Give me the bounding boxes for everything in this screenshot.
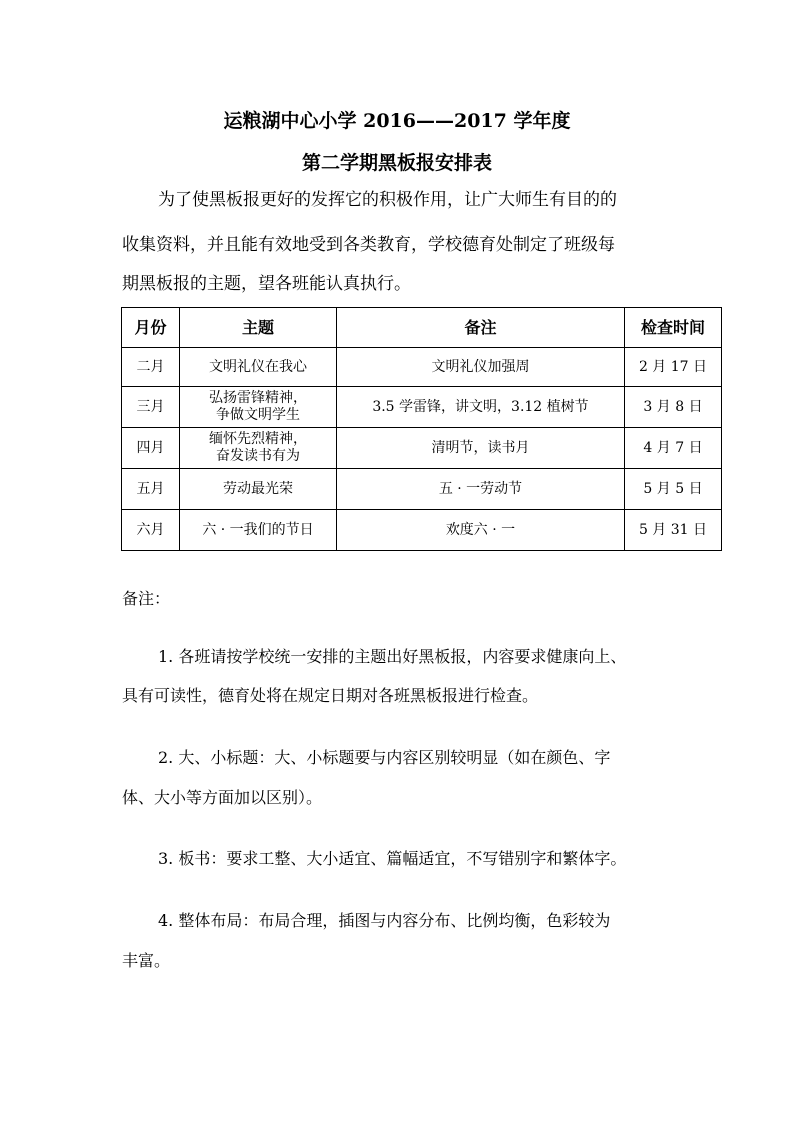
cell-month: 三月	[122, 387, 180, 428]
table-row	[122, 510, 722, 551]
theme-line: 文明礼仪在我心	[209, 358, 307, 375]
cell-remark: 文明礼仪加强周	[337, 348, 625, 387]
table-row	[122, 348, 722, 387]
cell-date: 4 月 7 日	[625, 428, 722, 469]
table-header-row	[122, 308, 722, 348]
cell-theme	[180, 428, 337, 469]
cell-remark: 清明节，读书月	[337, 428, 625, 469]
header-theme: 主题	[180, 308, 337, 348]
note-line: 1. 各班请按学校统一安排的主题出好黑板报，内容要求健康向上、	[158, 647, 627, 666]
header-remark: 备注	[337, 308, 625, 348]
theme-line: 争做文明学生	[216, 407, 300, 423]
cell-month: 二月	[122, 348, 180, 387]
cell-month: 五月	[122, 469, 180, 510]
cell-date: 5 月 5 日	[625, 469, 722, 510]
header-month: 月份	[122, 308, 180, 348]
document-subtitle: 第二学期黑板报安排表	[301, 152, 492, 174]
theme-line: 缅怀先烈精神，	[209, 431, 307, 447]
header-check-date: 检查时间	[625, 308, 722, 348]
cell-remark: 欢度六 · 一	[337, 510, 625, 551]
cell-remark: 五 · 一劳动节	[337, 469, 625, 510]
cell-month: 六月	[122, 510, 180, 551]
table-row	[122, 387, 722, 428]
notes-heading: 备注：	[122, 589, 171, 608]
cell-date: 2 月 17 日	[625, 348, 722, 387]
cell-theme	[180, 469, 337, 510]
intro-line: 收集资料，并且能有效地受到各类教育，学校德育处制定了班级每	[122, 235, 615, 255]
table-row	[122, 469, 722, 510]
theme-line: 弘扬雷锋精神，	[209, 390, 307, 406]
note-line: 4. 整体布局：布局合理，插图与内容分布、比例均衡，色彩较为	[158, 911, 611, 930]
theme-line: 劳动最光荣	[223, 480, 293, 497]
cell-month: 四月	[122, 428, 180, 469]
note-line: 3. 板书：要求工整、大小适宜、篇幅适宜，不写错别字和繁体字。	[158, 849, 627, 868]
theme-line: 奋发读书有为	[216, 448, 300, 464]
cell-remark: 3.5 学雷锋，讲文明，3.12 植树节	[337, 387, 625, 428]
note-line: 具有可读性，德育处将在规定日期对各班黑板报进行检查。	[122, 686, 539, 705]
table-row	[122, 428, 722, 469]
schedule-table	[121, 307, 722, 551]
intro-line: 期黑板报的主题，望各班能认真执行。	[122, 274, 411, 294]
note-line: 体、大小等方面加以区别）。	[122, 788, 323, 807]
cell-theme	[180, 510, 337, 551]
cell-date: 3 月 8 日	[625, 387, 722, 428]
theme-line: 六 · 一我们的节日	[202, 521, 314, 538]
note-line: 2. 大、小标题：大、小标题要与内容区别较明显（如在颜色、字	[158, 748, 611, 767]
intro-line: 为了使黑板报更好的发挥它的积极作用，让广大师生有目的的	[158, 190, 617, 210]
note-line: 丰富。	[122, 951, 171, 970]
cell-theme	[180, 387, 337, 428]
document-title: 运粮湖中心小学 2016——2017 学年度	[223, 110, 571, 132]
cell-theme	[180, 348, 337, 387]
cell-date: 5 月 31 日	[625, 510, 722, 551]
